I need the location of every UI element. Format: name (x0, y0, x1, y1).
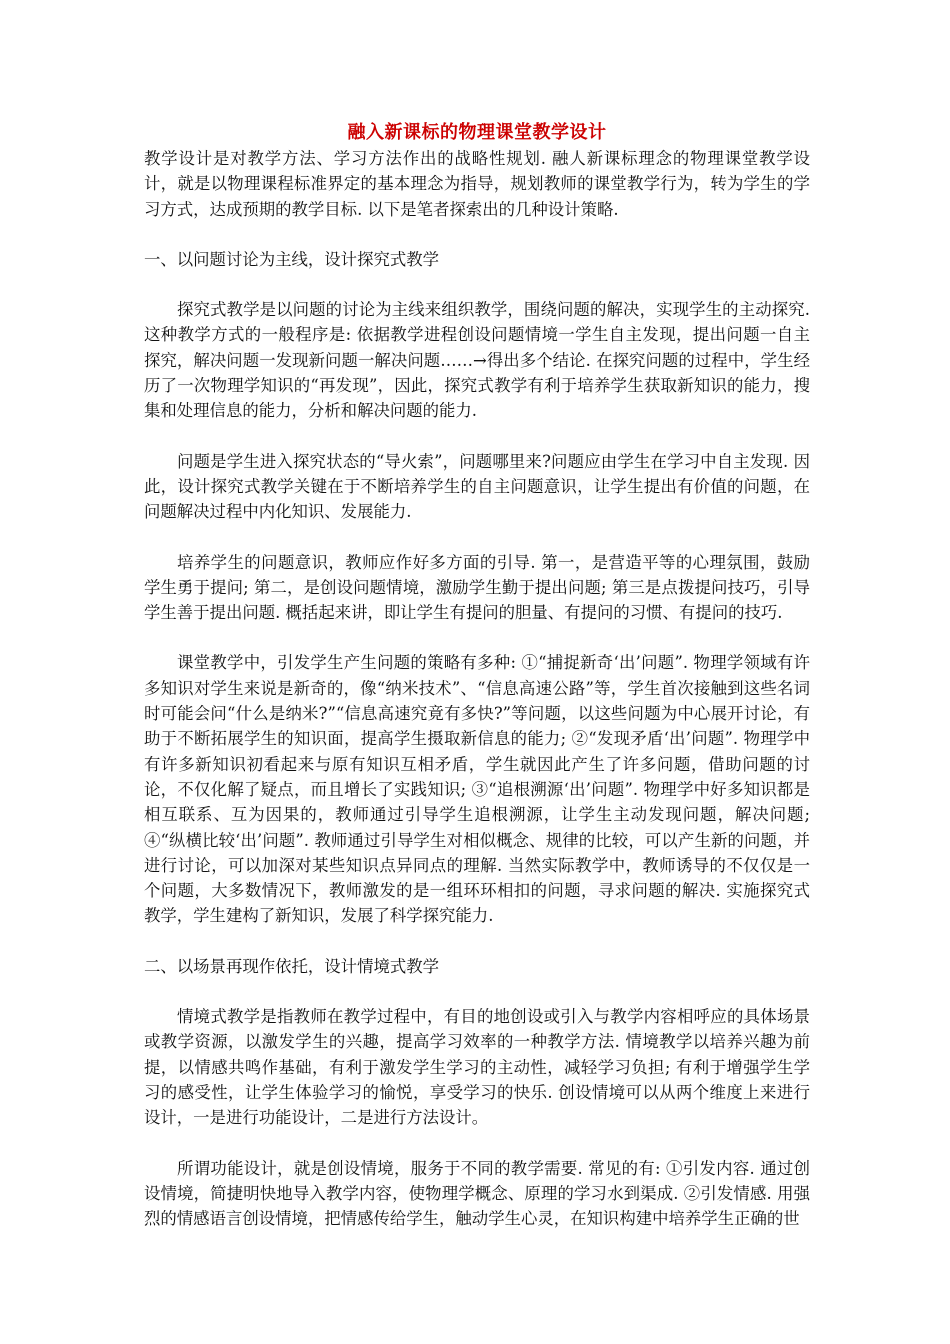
section-2-paragraph-2: 所谓功能设计，就是创设情境，服务于不同的教学需要. 常见的有: ①引发内容. 通过创设情境，简捷明快地导入教学内容，使物理学概念、原理的学习水到渠成. ②引发情感. 用强烈的情感语言创设情境，把情感传给学生，触动学生心灵，在知识构建中培养学生正确的世 (144, 1158, 810, 1229)
document-page (144, 120, 810, 1256)
intro-paragraph: 教学设计是对教学方法、学习方法作出的战略性规划. 融人新课标理念的物理课堂教学设计，就是以物理课程标准界定的基本理念为指导，规划教师的课堂教学行为，转为学生的学习方式，达成预期的教学目标. 以下是笔者探索出的几种设计策略. (144, 149, 810, 219)
section-2-paragraph-1: 情境式教学是指教师在教学过程中，有目的地创设或引入与教学内容相呼应的具体场景或教学资源，以激发学生的兴趣，提高学习效率的一种教学方法. 情境教学以培养兴趣为前提，以情感共鸣作基础，有利于激发学生学习的主动性，减轻学习负担; 有利于增强学生学习的感受性，让学生体验学习的愉悦，享受学习的快乐. 创设情境可以从两个维度上来进行设计，一是进行功能设计，二是进行方法设计。 (144, 1007, 810, 1128)
document-title: 融入新课标的物理课堂教学设计 (347, 122, 607, 143)
section-1-paragraph-4: 课堂教学中，引发学生产生问题的策略有多种: ①“捕捉新奇‘出’问题”. 物理学领域有许多知识对学生来说是新奇的，像“纳米技术”、“信息高速公路”等，学生首次接触到这些名词时可能会问“什么是纳米?”“信息高速究竟有多快?”等问题，以这些问题为中心展开讨论，有助于不断拓展学生的知识面，提高学生摄取新信息的能力; ②“发现矛盾‘出’问题”. 物理学中有许多新知识初看起来与原有知识互相矛盾，学生就因此产生了许多问题，借助问题的讨论，不仅化解了疑点，而且增长了实践知识; ③“追根溯源‘出’问题”. 物理学中好多知识都是相互联系、互为因果的，教师通过引导学生追根溯源，让学生主动发现问题，解决问题; ④“纵横比较‘出’问题”. 教师通过引导学生对相似概念、规律的比较，可以产生新的问题，并进行讨论，可以加深对某些知识点异同点的理解. 当然实际教学中，教师诱导的不仅仅是一个问题，大多数情况下，教师激发的是一组环环相扣的问题，寻求问题的解决. 实施探究式教学，学生建构了新知识，发展了科学探究能力. (144, 653, 810, 926)
section-1-heading: 一、以问题讨论为主线，设计探究式教学 (144, 249, 440, 269)
section-1-paragraph-2: 问题是学生进入探究状态的“导火索”，问题哪里来?问题应由学生在学习中自主发现. 因此，设计探究式教学关键在于不断培养学生的自主问题意识，让学生提出有价值的问题，在问题解决过程中内化知识、发展能力. (144, 451, 810, 522)
section-1-paragraph-1: 探究式教学是以问题的讨论为主线来组织教学，围绕问题的解决，实现学生的主动探究. 这种教学方式的一般程序是: 依据教学进程创设问题情境一学生自主发现，提出问题一自主探究，解决问题一发现新问题一解决问题……→得出多个结论. 在探究问题的过程中，学生经历了一次物理学知识的“再发现”，因此，探究式教学有利于培养学生获取新知识的能力，搜集和处理信息的能力，分析和解决问题的能力. (144, 300, 810, 421)
section-1-paragraph-3: 培养学生的问题意识，教师应作好多方面的引导. 第一，是营造平等的心理氛围，鼓励学生勇于提问; 第二，是创设问题情境，激励学生勤于提出问题; 第三是点拨提问技巧，引导学生善于提出问题. 概括起来讲，即让学生有提问的胆量、有提问的习惯、有提问的技巧. (144, 552, 810, 623)
section-2-heading: 二、以场景再现作依托，设计情境式教学 (144, 956, 440, 976)
